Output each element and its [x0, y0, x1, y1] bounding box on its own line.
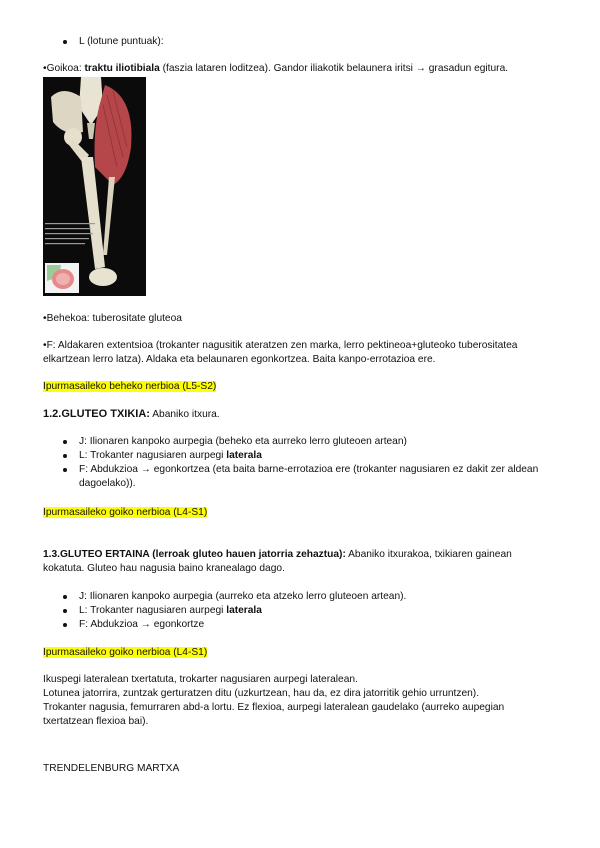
- list-item: [43, 604, 563, 618]
- item-l: L: Trokanter nagusiaren aurpegi: [79, 450, 227, 461]
- bullet-list-txikia: [43, 435, 553, 491]
- item-l-bold: laterala: [226, 605, 262, 616]
- thumbnail-illustration: [45, 263, 79, 293]
- f-text: •F: Aldakaren extentsioa (trokanter nagusitik ateratzen zen marka, lerro pektineoa+gluteoko tuberositatea elkartzean lerro latza). Aldaka eta belaunaren egonkortzea. Baita kanpo-errotazioa ere.: [43, 340, 518, 365]
- heading-text: Abaniko itxurakoa, txikiaren gainean kokatuta. Gluteo hau nagusia baino kranealago dago.: [43, 549, 512, 574]
- paragraph-line: Ikuspegi lateralean txertatuta, trokarter nagusiaren aurpegi lateralean.: [43, 674, 358, 685]
- goikoa-rest: (faszia lataren loditzea). Gandor iliakotik belaunera iritsi → grasadun egitura.: [159, 63, 509, 74]
- highlight-nerve: Ipurmasaileko beheko nerbioa (L5-S2): [43, 381, 217, 392]
- list-item: [43, 590, 563, 604]
- nerve-line-3: [43, 646, 563, 660]
- goikoa-bold: traktu iliotibiala: [84, 63, 160, 74]
- nerve-line-2: [43, 506, 563, 520]
- item-l-bold: laterala: [226, 450, 262, 461]
- item-j: J: Ilionaren kanpoko aurpegia (beheko eta aurreko lerro gluteoen artean): [79, 436, 407, 447]
- highlight-nerve: Ipurmasaileko goiko nerbioa (L4-S1): [43, 647, 208, 658]
- section-heading-gluteo-ertaina: [43, 548, 548, 576]
- goikoa-line: [43, 62, 563, 76]
- item-j: J: Ilionaren kanpoko aurpegia (aurreko eta atzeko lerro gluteoen artean).: [79, 591, 407, 602]
- list-item: [43, 449, 553, 463]
- text-l: L (lotune puntuak):: [79, 36, 164, 47]
- paragraph-line: Trokanter nagusia, femurraren abd-a lortu. Ez flexioa, aurpegi lateralean gaudelako (aurreko aupegian txertatzean flexioa bai).: [43, 702, 505, 727]
- gluteus-anatomy-figure: [43, 77, 146, 296]
- goikoa-prefix: •Goikoa:: [43, 63, 85, 74]
- heading-subtitle: Abaniko itxura.: [149, 409, 220, 420]
- behekoa-line: [43, 312, 563, 326]
- list-item: [43, 35, 563, 49]
- behekoa-text: •Behekoa: tuberositate gluteoa: [43, 313, 182, 324]
- bullet-list-top: [43, 35, 563, 49]
- heading-title: 1.2.GLUTEO TXIKIA:: [43, 408, 150, 420]
- trendelenburg-text: TRENDELENBURG MARTXA: [43, 763, 180, 774]
- paragraph-line: Lotunea jatorrira, zuntzak gerturatzen ditu (uzkurtzean, hau da, ez dira jatorritik gehio urruntzen).: [43, 688, 480, 699]
- nerve-line-1: [43, 380, 563, 394]
- f-paragraph: [43, 339, 543, 367]
- heading-title: 1.3.GLUTEO ERTAINA (lerroak gluteo hauen jatorria zehaztua):: [43, 549, 346, 560]
- item-l: L: Trokanter nagusiaren aurpegi: [79, 605, 227, 616]
- bullet-list-ertaina: [43, 590, 563, 632]
- list-item: [43, 463, 553, 491]
- explanation-paragraph: [43, 673, 553, 729]
- list-item: [43, 618, 563, 632]
- item-f: F: Abdukzioa → egonkortze: [79, 619, 205, 630]
- thumbnail-inset: [45, 263, 79, 293]
- item-f: F: Abdukzioa → egonkortzea (eta baita barne-errotazioa ere (trokanter nagusiaren ez dakit zer aldean dagoelako)).: [79, 464, 539, 489]
- list-item: [43, 435, 553, 449]
- section-heading-gluteo-txikia: [43, 407, 563, 422]
- highlight-nerve: Ipurmasaileko goiko nerbioa (L4-S1): [43, 507, 208, 518]
- trendelenburg-heading: [43, 762, 563, 776]
